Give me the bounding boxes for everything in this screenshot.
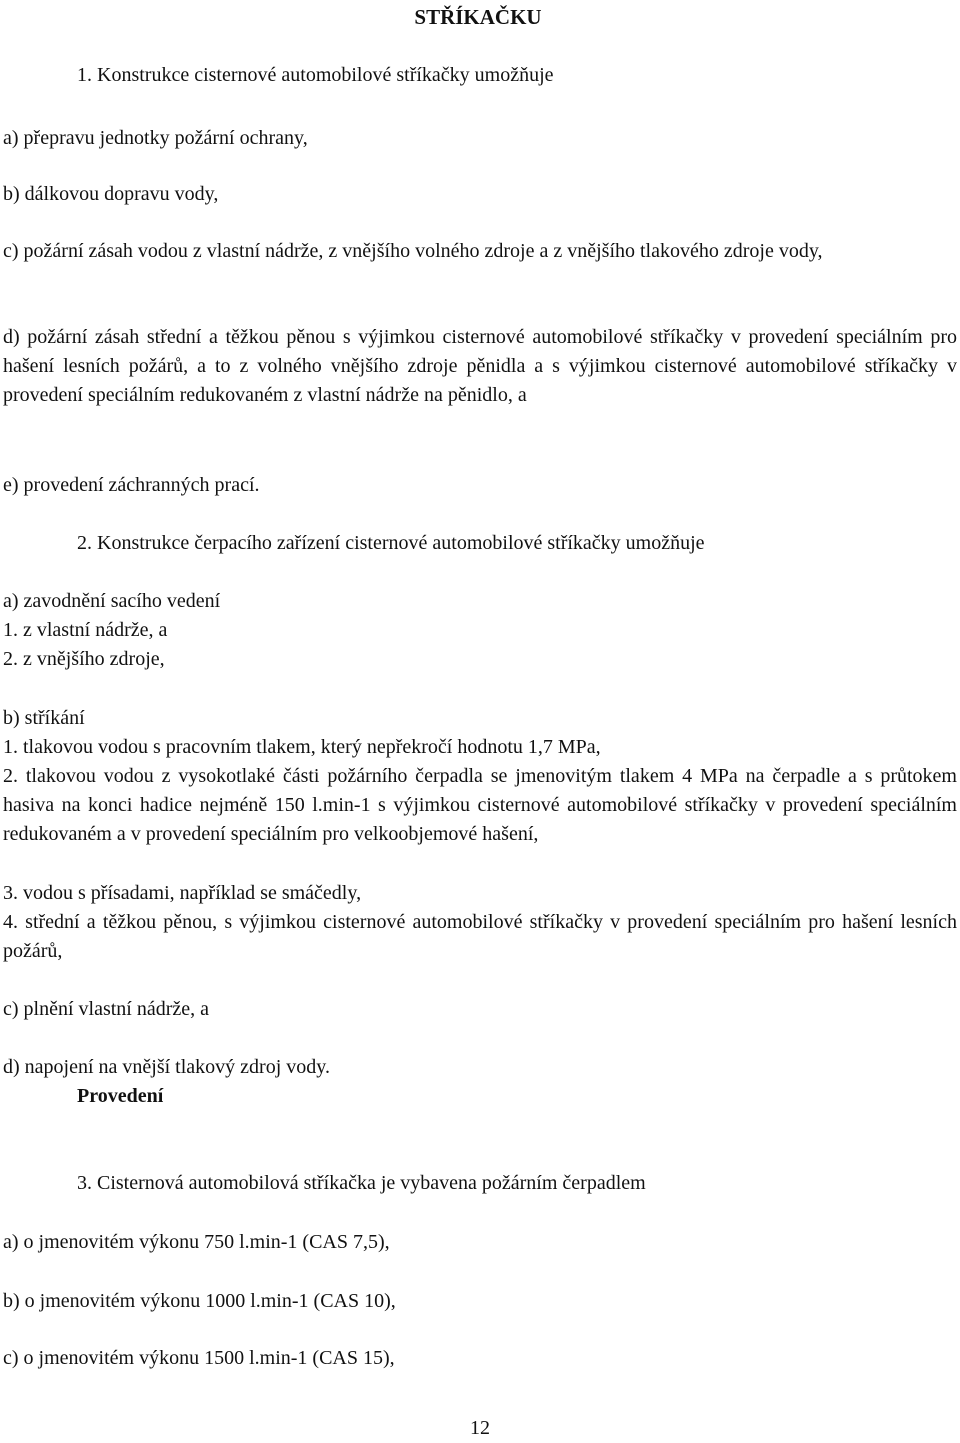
q2-item-d: d) napojení na vnější tlakový zdroj vody. [3,1056,330,1078]
q2-a-title: a) zavodnění sacího vedení [3,590,221,612]
q2-a-item-2: 2. z vnějšího zdroje, [3,648,165,670]
section-heading-provedeni: Provedení [77,1085,164,1107]
q1-item-b: b) dálkovou dopravu vody, [3,183,219,205]
q3-item-b: b) o jmenovitém výkonu 1000 l.min-1 (CAS 10), [3,1290,396,1312]
q1-item-e: e) provedení záchranných prací. [3,474,260,496]
q1-item-a: a) přepravu jednotky požární ochrany, [3,127,308,149]
q3-item-a: a) o jmenovitém výkonu 750 l.min-1 (CAS 7,5), [3,1231,390,1253]
q2-b-title: b) stříkání [3,707,85,729]
q1-heading: 1. Konstrukce cisternové automobilové stříkačky umožňuje [77,64,554,86]
q2-b-item-1: 1. tlakovou vodou s pracovním tlakem, který nepřekročí hodnotu 1,7 MPa, [3,736,601,758]
q3-item-c: c) o jmenovitém výkonu 1500 l.min-1 (CAS 15), [3,1347,395,1369]
q2-b-item-4: 4. střední a těžkou pěnou, s výjimkou cisternové automobilové stříkačky v provedení speciálním pro hašení lesních požárů, [3,911,957,962]
q3-heading: 3. Cisternová automobilová stříkačka je vybavena požárním čerpadlem [77,1172,646,1194]
page-number: 12 [470,1417,490,1439]
q2-a-item-1: 1. z vlastní nádrže, a [3,619,168,641]
page-title: STŘÍKAČKU [414,5,542,29]
q2-heading: 2. Konstrukce čerpacího zařízení cisternové automobilové stříkačky umožňuje [77,532,705,554]
q2-item-c: c) plnění vlastní nádrže, a [3,998,210,1020]
q1-item-d: d) požární zásah střední a těžkou pěnou s výjimkou cisternové automobilové stříkačky v provedení speciálním pro hašení lesních požárů, a to z volného vnějšího zdroje pěnidla a s výjimkou cisternové automobilové stříkačky v provedení speciálním redukovaném z vlastní nádrže na pěnidlo, a [3,326,957,406]
q2-b-item-3: 3. vodou s přísadami, například se smáčedly, [3,882,362,904]
q1-item-c: c) požární zásah vodou z vlastní nádrže, z vnějšího volného zdroje a z vnějšího tlakového zdroje vody, [3,240,823,262]
q2-b-item-2: 2. tlakovou vodou z vysokotlaké části požárního čerpadla se jmenovitým tlakem 4 MPa na čerpadle a s průtokem hasiva na konci hadice nejméně 150 l.min-1 s výjimkou cisternové automobilové stříkačky v provedení speciálním redukovaném a v provedení speciálním pro velkoobjemové hašení, [3,765,957,845]
